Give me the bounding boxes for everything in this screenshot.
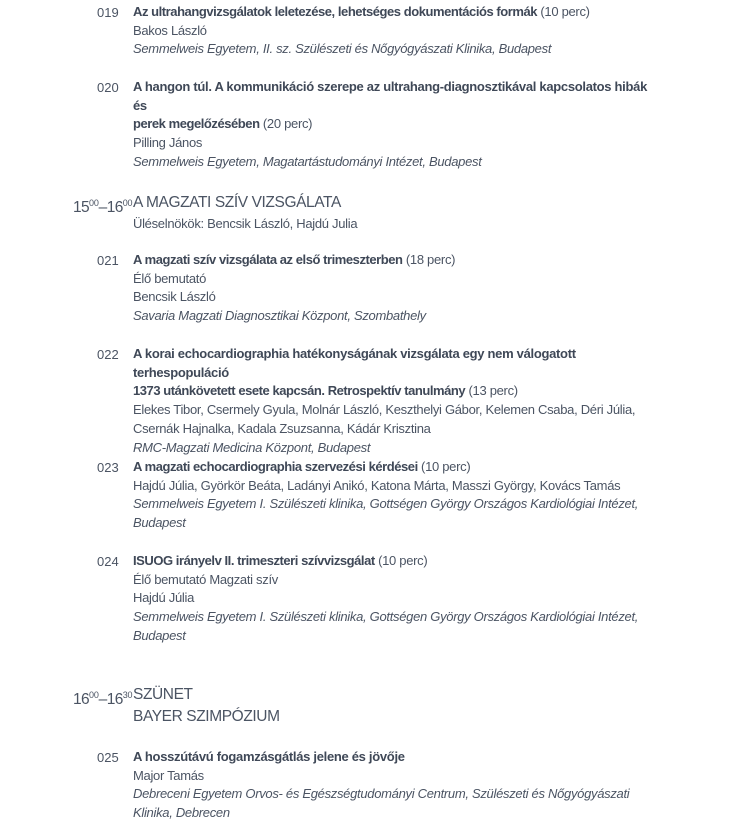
- talk-title: Az ultrahangvizsgálatok leletezése, lehetséges dokumentációs formák: [133, 4, 538, 19]
- talk-duration: (20 perc): [262, 116, 313, 132]
- talk-authors: Hajdú Júlia, Györkör Beáta, Ladányi Anikó, Katona Márta, Masszi György, Kovács Tamás: [133, 477, 621, 493]
- talk-title: A hosszútávú fogamzásgátlás jelene és jövője: [133, 749, 405, 764]
- talk-authors: Bencsik László: [133, 289, 216, 305]
- talk-authors-line-1: Elekes Tibor, Csermely Gyula, Molnár László, Keszthelyi Gábor, Kelemen Csaba, Déri Júlia,: [133, 402, 636, 418]
- talk-title: A magzati szív vizsgálata az első trimeszterben: [133, 252, 403, 267]
- talk-affiliation: Savaria Magzati Diagnosztikai Központ, Szombathely: [133, 308, 426, 324]
- item-number: 022: [97, 347, 119, 362]
- item-number: 021: [97, 253, 119, 268]
- talk-authors: Bakos László: [133, 22, 207, 38]
- talk-affiliation-line-2: Klinika, Debrecen: [133, 805, 230, 821]
- talk-title: ISUOG irányelv II. trimeszteri szívvizsgálat: [133, 553, 375, 568]
- talk-note: Élő bemutató Magzati szív: [133, 571, 278, 587]
- talk-title-line-1: A hangon túl. A kommunikáció szerepe az ultrahang-diagnosztikával kapcsolatos hibák és: [133, 79, 647, 113]
- talk-authors: Hajdú Júlia: [133, 590, 195, 606]
- session-chairs: Üléselnökök: Bencsik László, Hajdú Julia: [133, 216, 358, 231]
- item-number: 019: [97, 5, 119, 20]
- session-title: A MAGZATI SZÍV VIZSGÁLATA: [133, 194, 341, 211]
- talk-note: Élő bemutató: [133, 270, 207, 286]
- talk-authors: Pilling János: [133, 135, 203, 151]
- item-number: 025: [97, 750, 119, 765]
- talk-title-line-1: A korai echocardiographia hatékonyságának vizsgálata egy nem válogatott terhespopuláció: [133, 346, 576, 380]
- talk-title-line-2: 1373 utánkövetett esete kapcsán. Retrospektív tanulmány: [133, 383, 466, 399]
- session-time: $16^{00}-16^{30}$: [73, 690, 133, 708]
- talk-title: A magzati echocardiographia szervezési kérdései: [133, 459, 418, 474]
- talk-duration: (13 perc): [468, 383, 518, 399]
- talk-affiliation-line-1: Semmelweis Egyetem I. Szülészeti klinika, Gottségen György Országos Kardiológiai Intézet,: [133, 496, 639, 512]
- talk-duration: (10 perc): [421, 459, 471, 474]
- talk-title-line-2: perek megelőzésében: [133, 116, 260, 132]
- talk-authors-line-2: Csernák Hajnalka, Kadala Zsuzsanna, Kádár Krisztina: [133, 420, 431, 436]
- talk-affiliation: Semmelweis Egyetem, Magatartástudományi Intézet, Budapest: [133, 153, 482, 169]
- talk-affiliation: RMC-Magzati Medicina Központ, Budapest: [133, 439, 371, 455]
- item-number: 020: [97, 80, 119, 95]
- item-number: 024: [97, 554, 119, 569]
- talk-duration: (18 perc): [405, 252, 456, 267]
- talk-duration: (10 perc): [378, 553, 428, 568]
- talk-duration: (10 perc): [540, 4, 590, 19]
- item-number: 023: [97, 460, 119, 475]
- talk-affiliation-line-1: Semmelweis Egyetem I. Szülészeti klinika, Gottségen György Országos Kardiológiai Intézet,: [133, 609, 639, 625]
- session-subtitle: BAYER SZIMPÓZIUM: [133, 708, 280, 725]
- session-title: SZÜNET: [133, 686, 193, 703]
- talk-affiliation-line-1: Debreceni Egyetem Orvos- és Egészségtudományi Centrum, Szülészeti és Nőgyógyászati: [133, 786, 630, 802]
- talk-affiliation-line-2: Budapest: [133, 515, 186, 531]
- talk-affiliation: Semmelweis Egyetem, II. sz. Szülészeti és Nőgyógyászati Klinika, Budapest: [133, 41, 552, 57]
- session-time: $15^{00}-16^{00}$: [73, 198, 133, 216]
- talk-affiliation-line-2: Budapest: [133, 627, 186, 643]
- talk-authors: Major Tamás: [133, 767, 204, 783]
